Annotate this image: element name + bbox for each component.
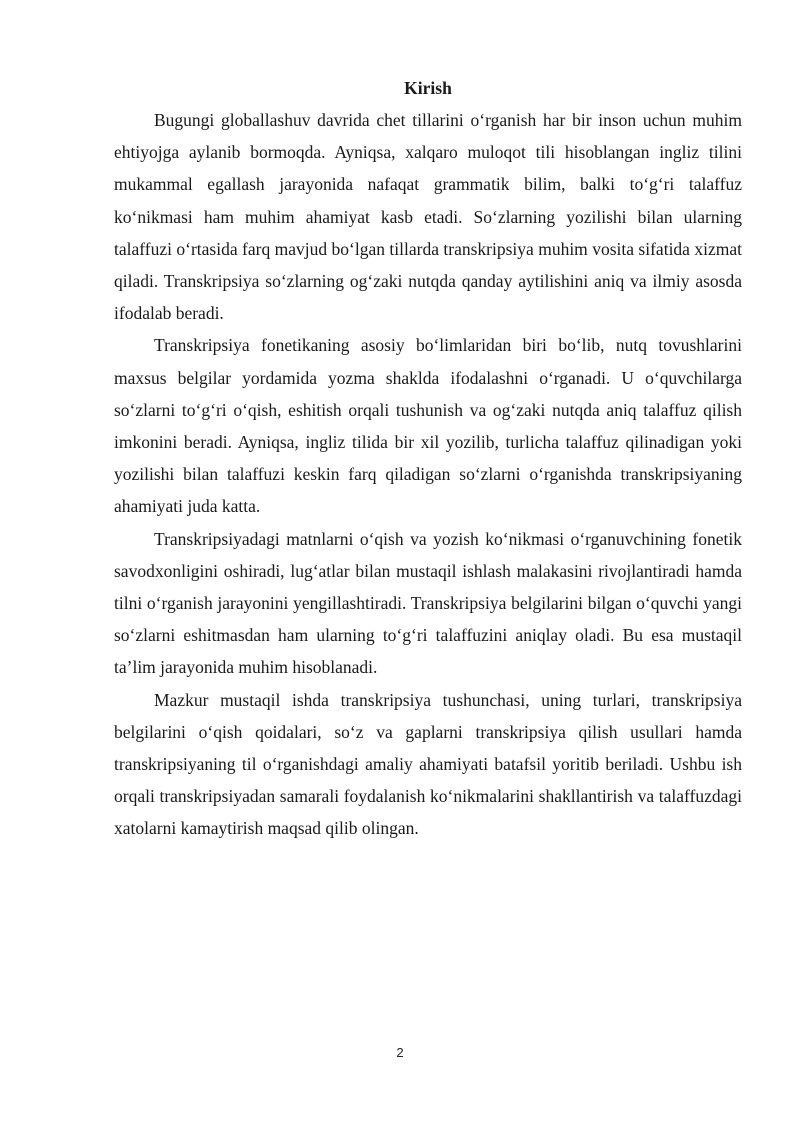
- paragraph-2: Transkripsiya fonetikaning asosiy bo‘limlaridan biri bo‘lib, nutq tovushlarini maxsus belgilar yordamida yozma shaklda ifodalashni o‘rganadi. U o‘quvchilarga so‘zlarni to‘g‘ri o‘qish, eshitish orqali tushunish va og‘zaki nutqda aniq talaffuz qilish imkonini beradi. Ayniqsa, ingliz tilida bir xil yozilib, turlicha talaffuz qilinadigan yoki yozilishi bilan talaffuzi keskin farq qiladigan so‘zlarni o‘rganishda transkripsiyaning ahamiyati juda katta.: [114, 335, 742, 517]
- paragraph-3: Transkripsiyadagi matnlarni o‘qish va yozish ko‘nikmasi o‘rganuvchining fonetik savodxonligini oshiradi, lug‘atlar bilan mustaqil ishlash malakasini rivojlantiradi hamda tilni o‘rganish jarayonini yengillashtiradi. Transkripsiya belgilarini bilgan o‘quvchi yangi so‘zlarni eshitmasdan ham ularning to‘g‘ri talaffuzini aniqlay oladi. Bu esa mustaqil ta’lim jarayonida muhim hisoblanadi.: [114, 528, 742, 678]
- page-content: [114, 72, 742, 845]
- page-number: 2: [396, 1045, 404, 1060]
- paragraph-1: Bugungi globallashuv davrida chet tillarini o‘rganish har bir inson uchun muhim ehtiyojga aylanib bormoqda. Ayniqsa, xalqaro muloqot tili hisoblangan ingliz tilini mukammal egallash jarayonida nafaqat grammatik bilim, balki to‘g‘ri talaffuz ko‘nikmasi ham muhim ahamiyat kasb etadi. So‘zlarning yozilishi bilan ularning talaffuzi o‘rtasida farq mavjud bo‘lgan tillarda transkripsiya muhim vosita sifatida xizmat qiladi. Transkripsiya so‘zlarning og‘zaki nutqda qanday aytilishini aniq va ilmiy asosda ifodalab beradi.: [114, 110, 742, 324]
- paragraph-4: Mazkur mustaqil ishda transkripsiya tushunchasi, uning turlari, transkripsiya belgilarini o‘qish qoidalari, so‘z va gaplarni transkripsiya qilish usullari hamda transkripsiyaning til o‘rganishdagi amaliy ahamiyati batafsil yoritib beriladi. Ushbu ish orqali transkripsiyadan samarali foydalanish ko‘nikmalarini shakllantirish va talaffuzdagi xatolarni kamaytirish maqsad qilib olingan.: [114, 689, 742, 839]
- section-title: Kirish: [404, 78, 452, 98]
